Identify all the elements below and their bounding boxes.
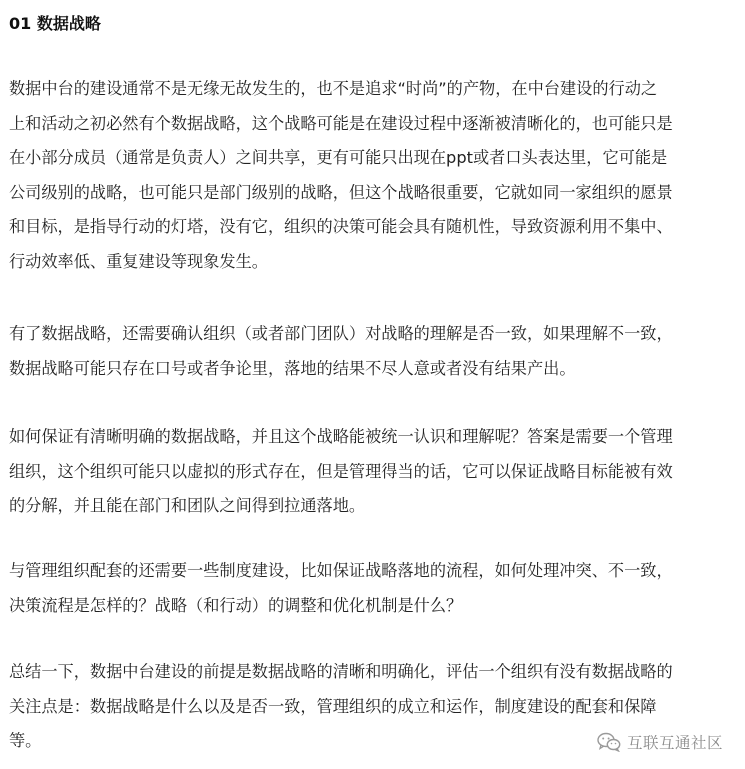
text-line: 等。 (9, 731, 42, 751)
text-line: 公司级别的战略，也可能只是部门级别的战略，但这个战略很重要，它就如同一家组织的愿景 (9, 182, 673, 202)
paragraph-1 (9, 72, 739, 280)
section-heading: 01 数据战略 (9, 14, 101, 33)
text-line: 如何保证有清晰明确的数据战略，并且这个战略能被统一认识和理解呢？答案是需要一个管理 (9, 427, 673, 446)
wechat-icon (597, 732, 621, 752)
text-line: 有了数据战略，还需要确认组织（或者部门团队）对战略的理解是否一致，如果理解不一致， (9, 324, 673, 343)
text-line: 组织，这个组织可能只以虚拟的形式存在，但是管理得当的话，它可以保证战略目标能被有效 (9, 461, 673, 481)
text-line: 和目标，是指导行动的灯塔，没有它，组织的决策可能会具有随机性，导致资源利用不集中、 (9, 217, 673, 237)
text-line: 决策流程是怎样的？战略（和行动）的调整和优化机制是什么？ (9, 595, 463, 615)
text-line: 与管理组织配套的还需要一些制度建设，比如保证战略落地的流程，如何处理冲突、不一致， (9, 561, 673, 580)
paragraph-4 (9, 554, 739, 623)
text-line: 数据中台的建设通常不是无缘无故发生的，也不是追求“时尚”的产物，在中台建设的行动之 (9, 79, 658, 98)
text-line: 关注点是：数据战略是什么以及是否一致，管理组织的成立和运作，制度建设的配套和保障 (9, 696, 657, 716)
paragraph-2 (9, 317, 739, 386)
watermark-text: 互联互通社区 (626, 734, 723, 752)
text-line: 总结一下，数据中台建设的前提是数据战略的清晰和明确化，评估一个组织有没有数据战略的 (9, 662, 673, 681)
paragraph-3 (9, 420, 739, 524)
text-line: 上和活动之初必然有个数据战略，这个战略可能是在建设过程中逐渐被清晰化的，也可能只是 (9, 113, 673, 133)
text-line: 数据战略可能只存在口号或者争论里，落地的结果不尽人意或者没有结果产出。 (9, 358, 576, 378)
text-line: 的分解，并且能在部门和团队之间得到拉通落地。 (9, 496, 366, 516)
watermark (597, 731, 723, 753)
text-line: 在小部分成员（通常是负责人）之间共享，更有可能只出现在ppt或者口头表达里，它可能是 (9, 148, 668, 168)
text-line: 行动效率低、重复建设等现象发生。 (9, 251, 268, 271)
